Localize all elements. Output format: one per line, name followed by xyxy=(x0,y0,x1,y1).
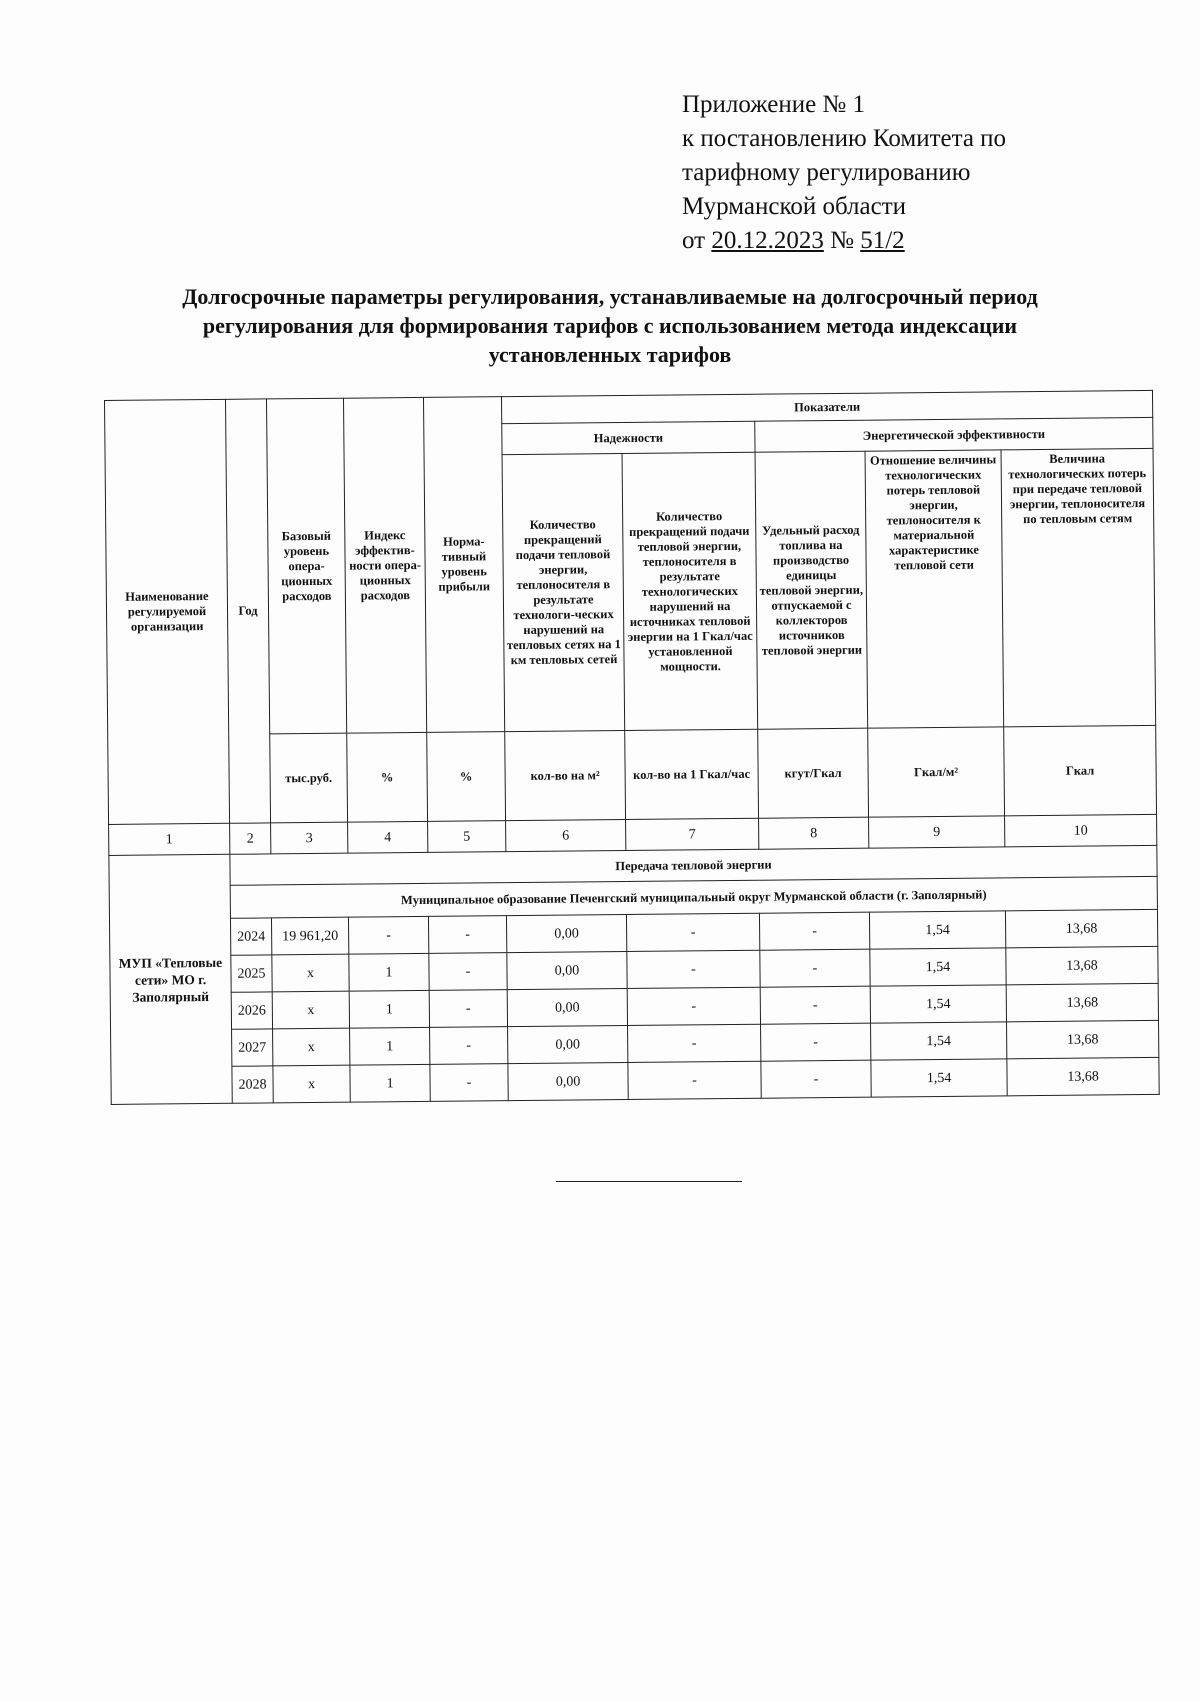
cell-col7: - xyxy=(626,913,759,951)
column-number: 2 xyxy=(230,823,271,854)
resolution-number: 51/2 xyxy=(860,227,905,254)
header-energy-efficiency: Энергетической эффективности xyxy=(755,417,1153,452)
column-number: 1 xyxy=(109,823,230,855)
header-col10: Величина технологических потерь при передаче тепловой энергии, теплоносителя по тепловым сетям xyxy=(1001,448,1156,726)
title-line-3: установленных тарифов xyxy=(488,342,732,367)
cell-year: 2027 xyxy=(232,1029,273,1066)
column-number: 3 xyxy=(271,822,348,854)
cell-col7: - xyxy=(628,1061,761,1099)
header-efficiency-index: Индекс эффектив-ности опера-ционных расходов xyxy=(343,397,426,733)
cell-norm-profit: - xyxy=(430,1027,508,1065)
header-reliability: Надежности xyxy=(502,421,755,454)
column-number: 5 xyxy=(428,821,506,853)
cell-norm-profit: - xyxy=(429,990,507,1028)
header-org: Наименование регулируемой организации xyxy=(105,399,230,824)
cell-col6: 0,00 xyxy=(507,952,627,990)
cell-col6: 0,00 xyxy=(507,989,627,1027)
cell-col6: 0,00 xyxy=(506,915,626,953)
column-number: 10 xyxy=(1005,814,1157,846)
cell-efficiency-index: - xyxy=(348,916,428,954)
unit-col5: % xyxy=(427,732,506,822)
title-line-2: регулирования для формирования тарифов с использованием метода индексации xyxy=(202,313,1018,338)
cell-year: 2028 xyxy=(232,1066,273,1103)
organization-name: МУП «Тепловые сети» МО г. Заполярный xyxy=(109,854,232,1104)
cell-base-level: x xyxy=(273,1028,350,1066)
cell-col9: 1,54 xyxy=(871,1022,1007,1060)
header-indicators: Показатели xyxy=(501,390,1152,423)
cell-efficiency-index: 1 xyxy=(350,1064,430,1102)
cell-base-level: x xyxy=(272,954,349,992)
municipality-title: Муниципальное образование Печенгский муниципальный округ Мурманской области (г. Заполярный) xyxy=(230,876,1157,918)
cell-norm-profit: - xyxy=(429,953,507,991)
header-year: Год xyxy=(225,399,270,823)
column-number: 7 xyxy=(626,818,759,850)
column-number: 4 xyxy=(348,821,428,853)
cell-col10: 13,68 xyxy=(1006,946,1158,984)
unit-col10: Гкал xyxy=(1004,725,1157,815)
resolution-date: 20.12.2023 xyxy=(711,227,824,254)
cell-year: 2026 xyxy=(231,992,272,1029)
unit-col8: кгут/Гкал xyxy=(758,728,869,818)
header-col6: Количество прекращений подачи тепловой энергии, теплоносителя в результате технологи-ческих нарушений на тепловых сетях на 1 км тепловых сетей xyxy=(502,454,625,732)
cell-col6: 0,00 xyxy=(508,1026,628,1064)
cell-year: 2025 xyxy=(231,955,272,992)
appendix-line-4: Мурманской области xyxy=(682,193,907,220)
cell-base-level: x xyxy=(273,1065,350,1103)
appendix-line-1: Приложение № 1 xyxy=(682,91,866,118)
section-title: Передача тепловой энергии xyxy=(230,845,1157,885)
closing-divider xyxy=(556,1181,742,1182)
cell-col10: 13,68 xyxy=(1006,983,1158,1021)
column-number: 6 xyxy=(506,820,626,852)
header-base-level: Базовый уровень опера-ционных расходов xyxy=(266,398,346,734)
number-prefix: № xyxy=(823,227,861,254)
document-title xyxy=(110,282,1110,369)
cell-norm-profit: - xyxy=(430,1064,508,1102)
cell-col8: - xyxy=(761,1023,871,1061)
column-number: 9 xyxy=(869,816,1005,848)
cell-base-level: x xyxy=(272,991,349,1029)
cell-col7: - xyxy=(628,1024,761,1062)
unit-col6: кол-во на м² xyxy=(505,731,626,821)
cell-col8: - xyxy=(760,949,870,987)
cell-col8: - xyxy=(759,912,869,950)
cell-efficiency-index: 1 xyxy=(349,990,429,1028)
cell-col9: 1,54 xyxy=(871,1059,1007,1097)
cell-base-level: 19 961,20 xyxy=(271,917,348,955)
unit-col7: кол-во на 1 Гкал/час xyxy=(625,729,759,819)
header-col9: Отношение величины технологических потерь тепловой энергии, теплоносителя к материальной характеристике тепловой сети xyxy=(865,450,1004,728)
header-col8: Удельный расход топлива на производство единицы тепловой энергии, отпускаемой с коллекторов источников тепловой энергии xyxy=(755,451,868,729)
cell-col8: - xyxy=(761,1060,871,1098)
cell-col9: 1,54 xyxy=(869,911,1005,949)
cell-col8: - xyxy=(760,986,870,1024)
cell-col7: - xyxy=(627,987,760,1025)
date-prefix: от xyxy=(682,227,712,254)
appendix-line-3: тарифному регулированию xyxy=(682,159,971,186)
appendix-block xyxy=(682,88,1102,258)
cell-efficiency-index: 1 xyxy=(350,1027,430,1065)
cell-col7: - xyxy=(627,950,760,988)
unit-col9: Гкал/м² xyxy=(868,727,1005,817)
cell-col10: 13,68 xyxy=(1005,909,1157,947)
parameters-table-wrapper xyxy=(104,390,1159,1105)
header-col7: Количество прекращений подачи тепловой энергии, теплоносителя в результате технологических нарушений на источниках тепловой энергии на 1 Гкал/час установленной мощности. xyxy=(622,452,758,730)
cell-norm-profit: - xyxy=(428,916,506,954)
cell-col10: 13,68 xyxy=(1007,1057,1159,1095)
cell-col10: 13,68 xyxy=(1007,1020,1159,1058)
title-line-1: Долгосрочные параметры регулирования, устанавливаемые на долгосрочный период xyxy=(182,284,1038,309)
appendix-date-line xyxy=(682,224,1102,258)
cell-year: 2024 xyxy=(230,918,271,955)
column-number: 8 xyxy=(759,817,869,849)
header-norm-profit: Норма-тивный уровень прибыли xyxy=(423,397,504,733)
unit-col3: тыс.руб. xyxy=(270,733,348,823)
parameters-table xyxy=(104,390,1160,1105)
appendix-line-2: к постановлению Комитета по xyxy=(682,125,1007,152)
cell-col9: 1,54 xyxy=(870,985,1006,1023)
cell-col6: 0,00 xyxy=(508,1063,628,1101)
cell-col9: 1,54 xyxy=(870,948,1006,986)
unit-col4: % xyxy=(347,732,428,822)
cell-efficiency-index: 1 xyxy=(349,953,429,991)
